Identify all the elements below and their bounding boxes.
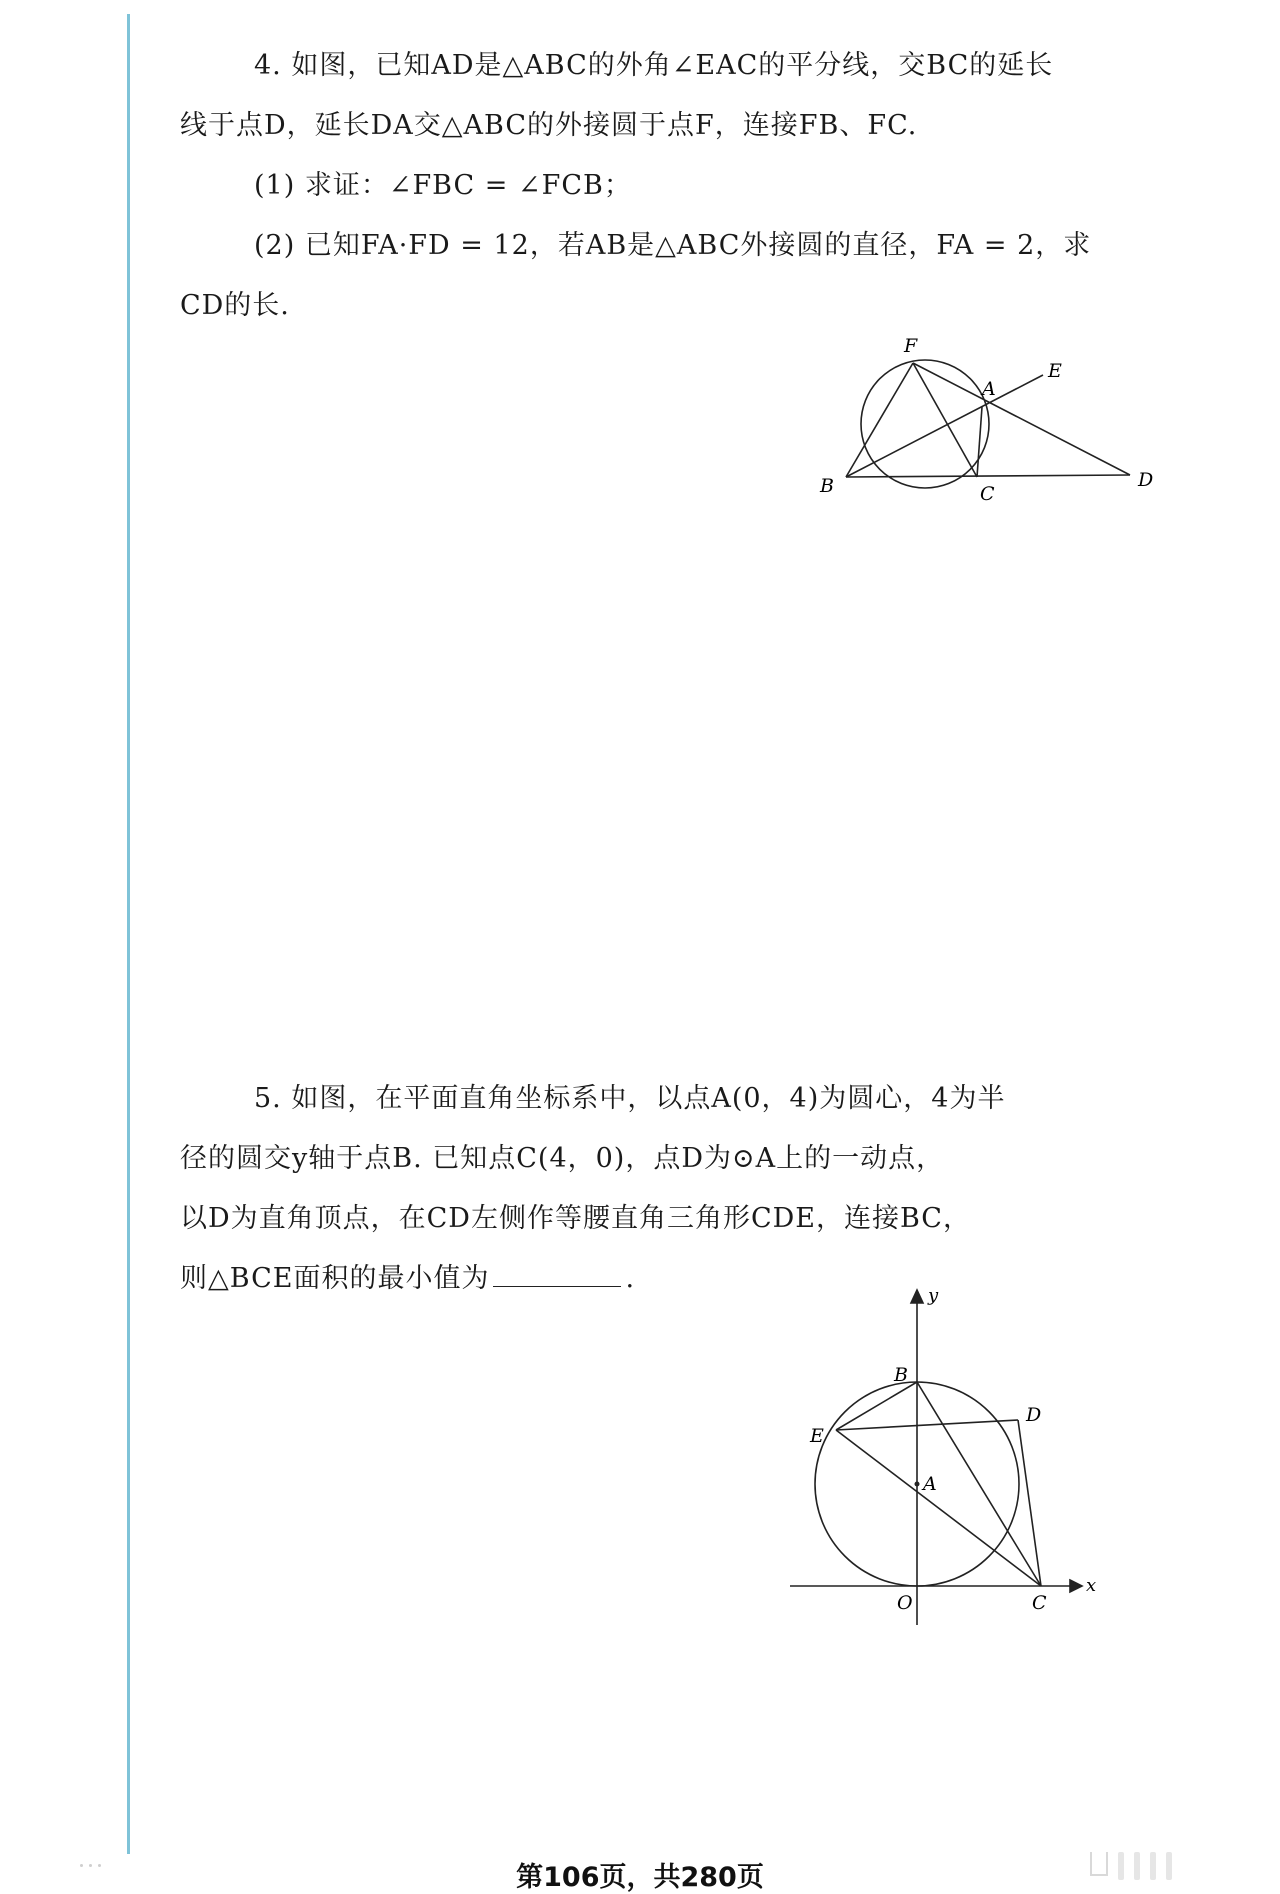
problem-4-part-1: (1) 求证：∠FBC = ∠FCB； xyxy=(254,170,632,201)
segment-fd xyxy=(913,363,1130,475)
problem-4-line-2: 线于点D，延长DA交△ABC的外接圆于点F，连接FB、FC. xyxy=(180,110,918,141)
segment-ed xyxy=(836,1420,1018,1430)
circumcircle xyxy=(861,360,989,488)
problem-5-line-1: 5. 如图，在平面直角坐标系中，以点A(0，4)为圆心，4为半 xyxy=(254,1083,1006,1114)
label-c: C xyxy=(980,483,995,505)
segment-ac xyxy=(977,407,982,477)
label-d: D xyxy=(1026,1404,1042,1426)
label-f: F xyxy=(904,335,918,357)
label-x: x xyxy=(1086,1575,1097,1596)
segment-be xyxy=(836,1382,917,1430)
point-a xyxy=(915,1482,920,1487)
label-a: A xyxy=(923,1473,937,1495)
label-o: O xyxy=(897,1592,913,1614)
problem-5 xyxy=(180,1069,1140,1309)
label-d: D xyxy=(1138,469,1154,491)
answer-blank[interactable] xyxy=(493,1262,621,1287)
label-b: B xyxy=(820,475,834,497)
segment-bd xyxy=(846,475,1130,477)
page-indicator: 第106页，共280页 xyxy=(516,1862,764,1893)
problem-5-line-2: 径的圆交y轴于点B. 已知点C(4，0)，点D为⊙A上的一动点， xyxy=(180,1143,945,1174)
page-edge-artifacts xyxy=(1090,1852,1172,1882)
problem-5-line-4-text: 则△BCE面积的最小值为 xyxy=(180,1263,490,1294)
problem-4-line-1: 4. 如图，已知AD是△ABC的外角∠EAC的平分线，交BC的延长 xyxy=(254,50,1054,81)
label-a: A xyxy=(982,378,996,400)
label-b: B xyxy=(894,1364,908,1386)
problem-4-part-2b: CD的长. xyxy=(180,290,290,321)
x-axis-arrow xyxy=(1070,1580,1082,1592)
label-c: C xyxy=(1032,1592,1047,1614)
problem-5-line-4-end: . xyxy=(625,1263,636,1294)
y-axis-arrow xyxy=(911,1290,923,1303)
segment-dc xyxy=(1018,1420,1041,1586)
margin-line xyxy=(127,14,130,1854)
label-e: E xyxy=(810,1425,824,1447)
problem-5-line-3: 以D为直角顶点，在CD左侧作等腰直角三角形CDE，连接BC， xyxy=(180,1203,971,1234)
problem-4-figure xyxy=(800,320,1180,520)
problem-4-part-2: (2) 已知FA·FD = 12，若AB是△ABC外接圆的直径，FA = 2，求 xyxy=(254,230,1092,261)
problem-4 xyxy=(180,36,1140,336)
label-y: y xyxy=(928,1285,939,1306)
problem-5-figure xyxy=(780,1285,1110,1645)
segment-ec xyxy=(836,1430,1041,1586)
label-e: E xyxy=(1048,360,1062,382)
